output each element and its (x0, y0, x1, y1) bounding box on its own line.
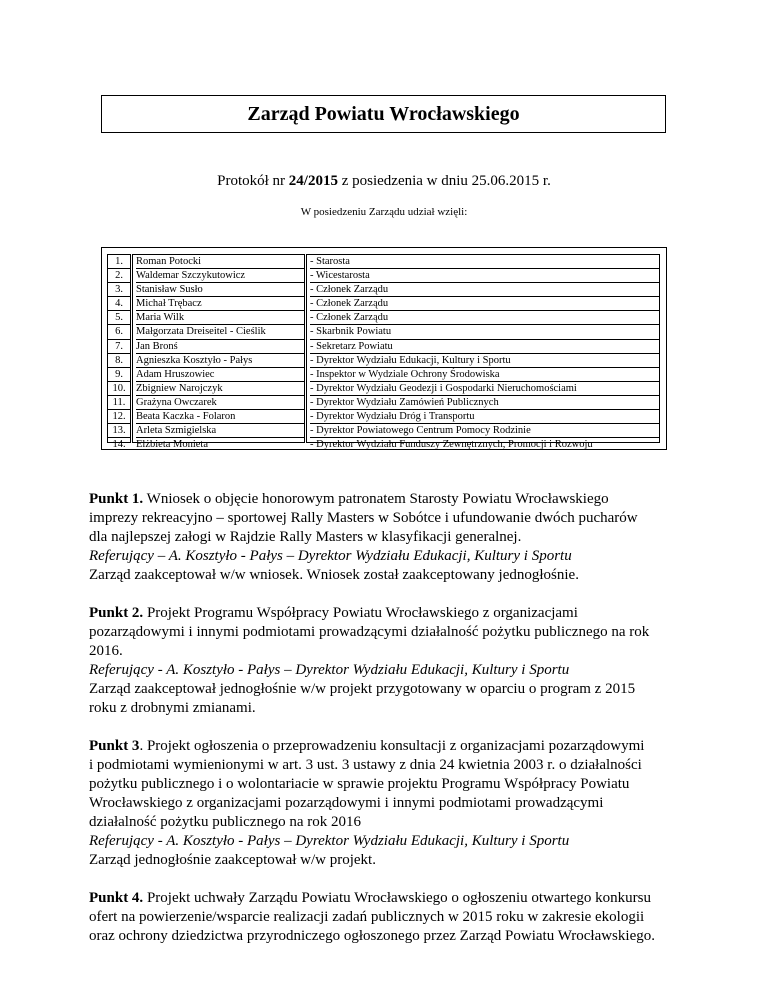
point-text: . Projekt ogłoszenia o przeprowadzeniu konsultacji z organizacjami pozarządowymi (139, 738, 645, 754)
point-referent: Referujący - A. Kosztyło - Pałys – Dyrektor Wydziału Edukacji, Kultury i Sportu (89, 662, 570, 678)
protocol-heading (0, 173, 768, 190)
point-text: imprezy rekreacyjno – sportowej Rally Masters w Sobótce i ufundowanie dwóch pucharów (89, 510, 638, 526)
member-role: - Dyrektor Wydziału Dróg i Transportu (310, 410, 659, 424)
point-text: pożytku publicznego i o wolontariacie w sprawie projektu Programu Współpracy Powiatu (89, 776, 630, 792)
agenda-point (89, 604, 679, 718)
point-text-line (89, 509, 679, 528)
member-number: 10. (108, 382, 130, 396)
member-name: Elżbieta Monieta (136, 439, 209, 451)
member-name: Jan Bronś (136, 340, 304, 354)
member-number: 1. (108, 255, 130, 269)
member-number: 3. (108, 283, 130, 297)
point-text-line (89, 889, 679, 908)
point-referent: Referujący - A. Kosztyło - Pałys – Dyrektor Wydziału Edukacji, Kultury i Sportu (89, 833, 570, 849)
members-role-column (306, 254, 660, 451)
attendance-note: W posiedzeniu Zarządu udział wzięli: (300, 206, 468, 218)
member-name: Arleta Szmigielska (136, 424, 304, 438)
point-text: 2016. (89, 643, 123, 659)
point-text: Wniosek o objęcie honorowym patronatem Starosty Powiatu Wrocławskiego (143, 491, 609, 507)
member-role: - Skarbnik Powiatu (310, 325, 659, 339)
member-name: Małgorzata Dreiseitel - Cieślik (136, 325, 304, 339)
point-label: Punkt 3 (89, 738, 140, 754)
member-number: 9. (108, 368, 130, 382)
point-decision: Zarząd jednogłośnie zaakceptował w/w projekt. (89, 852, 376, 868)
point-text-line (89, 604, 679, 623)
point-text-line (89, 528, 679, 547)
agenda-points (89, 490, 679, 965)
point-text-line (89, 737, 679, 756)
member-name: Maria Wilk (136, 311, 304, 325)
member-number: 2. (108, 269, 130, 283)
member-name: Roman Potocki (136, 255, 304, 269)
member-number: 6. (108, 325, 130, 339)
point-label: Punkt 4. (89, 890, 144, 906)
point-text-line (89, 794, 679, 813)
point-text-line (89, 623, 679, 642)
members-table (101, 247, 667, 450)
point-text: dla najlepszej załogi w Rajdzie Rally Masters w klasyfikacji generalnej. (89, 529, 522, 545)
point-text: Projekt Programu Współpracy Powiatu Wrocławskiego z organizacjami (143, 605, 578, 621)
point-decision: Zarząd zaakceptował jednogłośnie w/w projekt przygotowany w oparciu o program z 2015 (89, 681, 636, 697)
member-name: Stanisław Susło (136, 283, 304, 297)
point-text: i podmiotami wymienionymi w art. 3 ust. 3 ustawy z dnia 24 kwietnia 2003 r. o działalności (89, 757, 642, 773)
member-number: 13. (108, 424, 130, 438)
point-label: Punkt 2. (89, 605, 144, 621)
point-text: oraz ochrony dziedzictwa przyrodniczego ogłoszonego przez Zarząd Powiatu Wrocławskiego. (89, 928, 655, 944)
point-text-line (89, 908, 679, 927)
member-number: 14. (112, 439, 126, 451)
point-text: Projekt uchwały Zarządu Powiatu Wrocławskiego o ogłoszeniu otwartego konkursu (143, 890, 651, 906)
point-text-line (89, 813, 679, 832)
point-decision: Zarząd zaakceptował w/w wniosek. Wniosek został zaakceptowany jednogłośnie. (89, 567, 579, 583)
member-name: Michał Trębacz (136, 297, 304, 311)
member-role: - Dyrektor Wydziału Funduszy Zewnętrznych, Promocji i Rozwoju (310, 439, 593, 451)
members-number-column (107, 254, 131, 451)
member-role: - Członek Zarządu (310, 311, 659, 325)
member-name: Waldemar Szczykutowicz (136, 269, 304, 283)
point-text: ofert na powierzenie/wsparcie realizacji zadań publicznych w 2015 roku w zakresie ekologii (89, 909, 645, 925)
point-decision: roku z drobnymi zmianami. (89, 700, 256, 716)
point-text-line (89, 490, 679, 509)
point-text: działalność pożytku publicznego na rok 2016 (89, 814, 362, 830)
members-name-column (132, 254, 305, 451)
member-role: - Członek Zarządu (310, 283, 659, 297)
member-name: Zbigniew Narojczyk (136, 382, 304, 396)
member-number: 11. (108, 396, 130, 410)
agenda-point (89, 737, 679, 870)
member-role: - Inspektor w Wydziale Ochrony Środowiska (310, 368, 659, 382)
member-role: - Dyrektor Wydziału Edukacji, Kultury i Sportu (310, 354, 659, 368)
point-referent: Referujący – A. Kosztyło - Pałys – Dyrektor Wydziału Edukacji, Kultury i Sportu (89, 548, 572, 564)
point-text-line (89, 642, 679, 661)
member-name: Agnieszka Kosztyło - Pałys (136, 354, 304, 368)
protocol-number: 24/2015 (288, 173, 338, 189)
member-number: 4. (108, 297, 130, 311)
point-label: Punkt 1. (89, 491, 144, 507)
agenda-point (89, 490, 679, 585)
member-role: - Starosta (310, 255, 659, 269)
member-role: - Wicestarosta (310, 269, 659, 283)
point-text: Wrocławskiego z organizacjami pozarządowymi i innymi podmiotami prowadzącymi (89, 795, 604, 811)
member-role: - Dyrektor Powiatowego Centrum Pomocy Rodzinie (310, 424, 659, 438)
member-number: 7. (108, 340, 130, 354)
point-text: pozarządowymi i innymi podmiotami prowadzącymi działalność pożytku publicznego na rok (89, 624, 650, 640)
member-name: Beata Kaczka - Folaron (136, 410, 304, 424)
member-role: - Członek Zarządu (310, 297, 659, 311)
member-role: - Dyrektor Wydziału Geodezji i Gospodarki Nieruchomościami (310, 382, 659, 396)
point-text-line (89, 775, 679, 794)
point-text-line (89, 927, 679, 946)
agenda-point (89, 889, 679, 946)
point-text-line (89, 756, 679, 775)
member-role: - Sekretarz Powiatu (310, 340, 659, 354)
member-name: Adam Hruszowiec (136, 368, 304, 382)
document-title (101, 95, 666, 133)
member-role: - Dyrektor Wydziału Zamówień Publicznych (310, 396, 659, 410)
protocol-prefix: Protokół nr (217, 173, 289, 189)
protocol-suffix: z posiedzenia w dniu 25.06.2015 r. (337, 173, 551, 189)
member-number: 12. (108, 410, 130, 424)
document-title-text: Zarząd Powiatu Wrocławskiego (247, 102, 520, 125)
member-name: Grażyna Owczarek (136, 396, 304, 410)
member-number: 5. (108, 311, 130, 325)
member-number: 8. (108, 354, 130, 368)
